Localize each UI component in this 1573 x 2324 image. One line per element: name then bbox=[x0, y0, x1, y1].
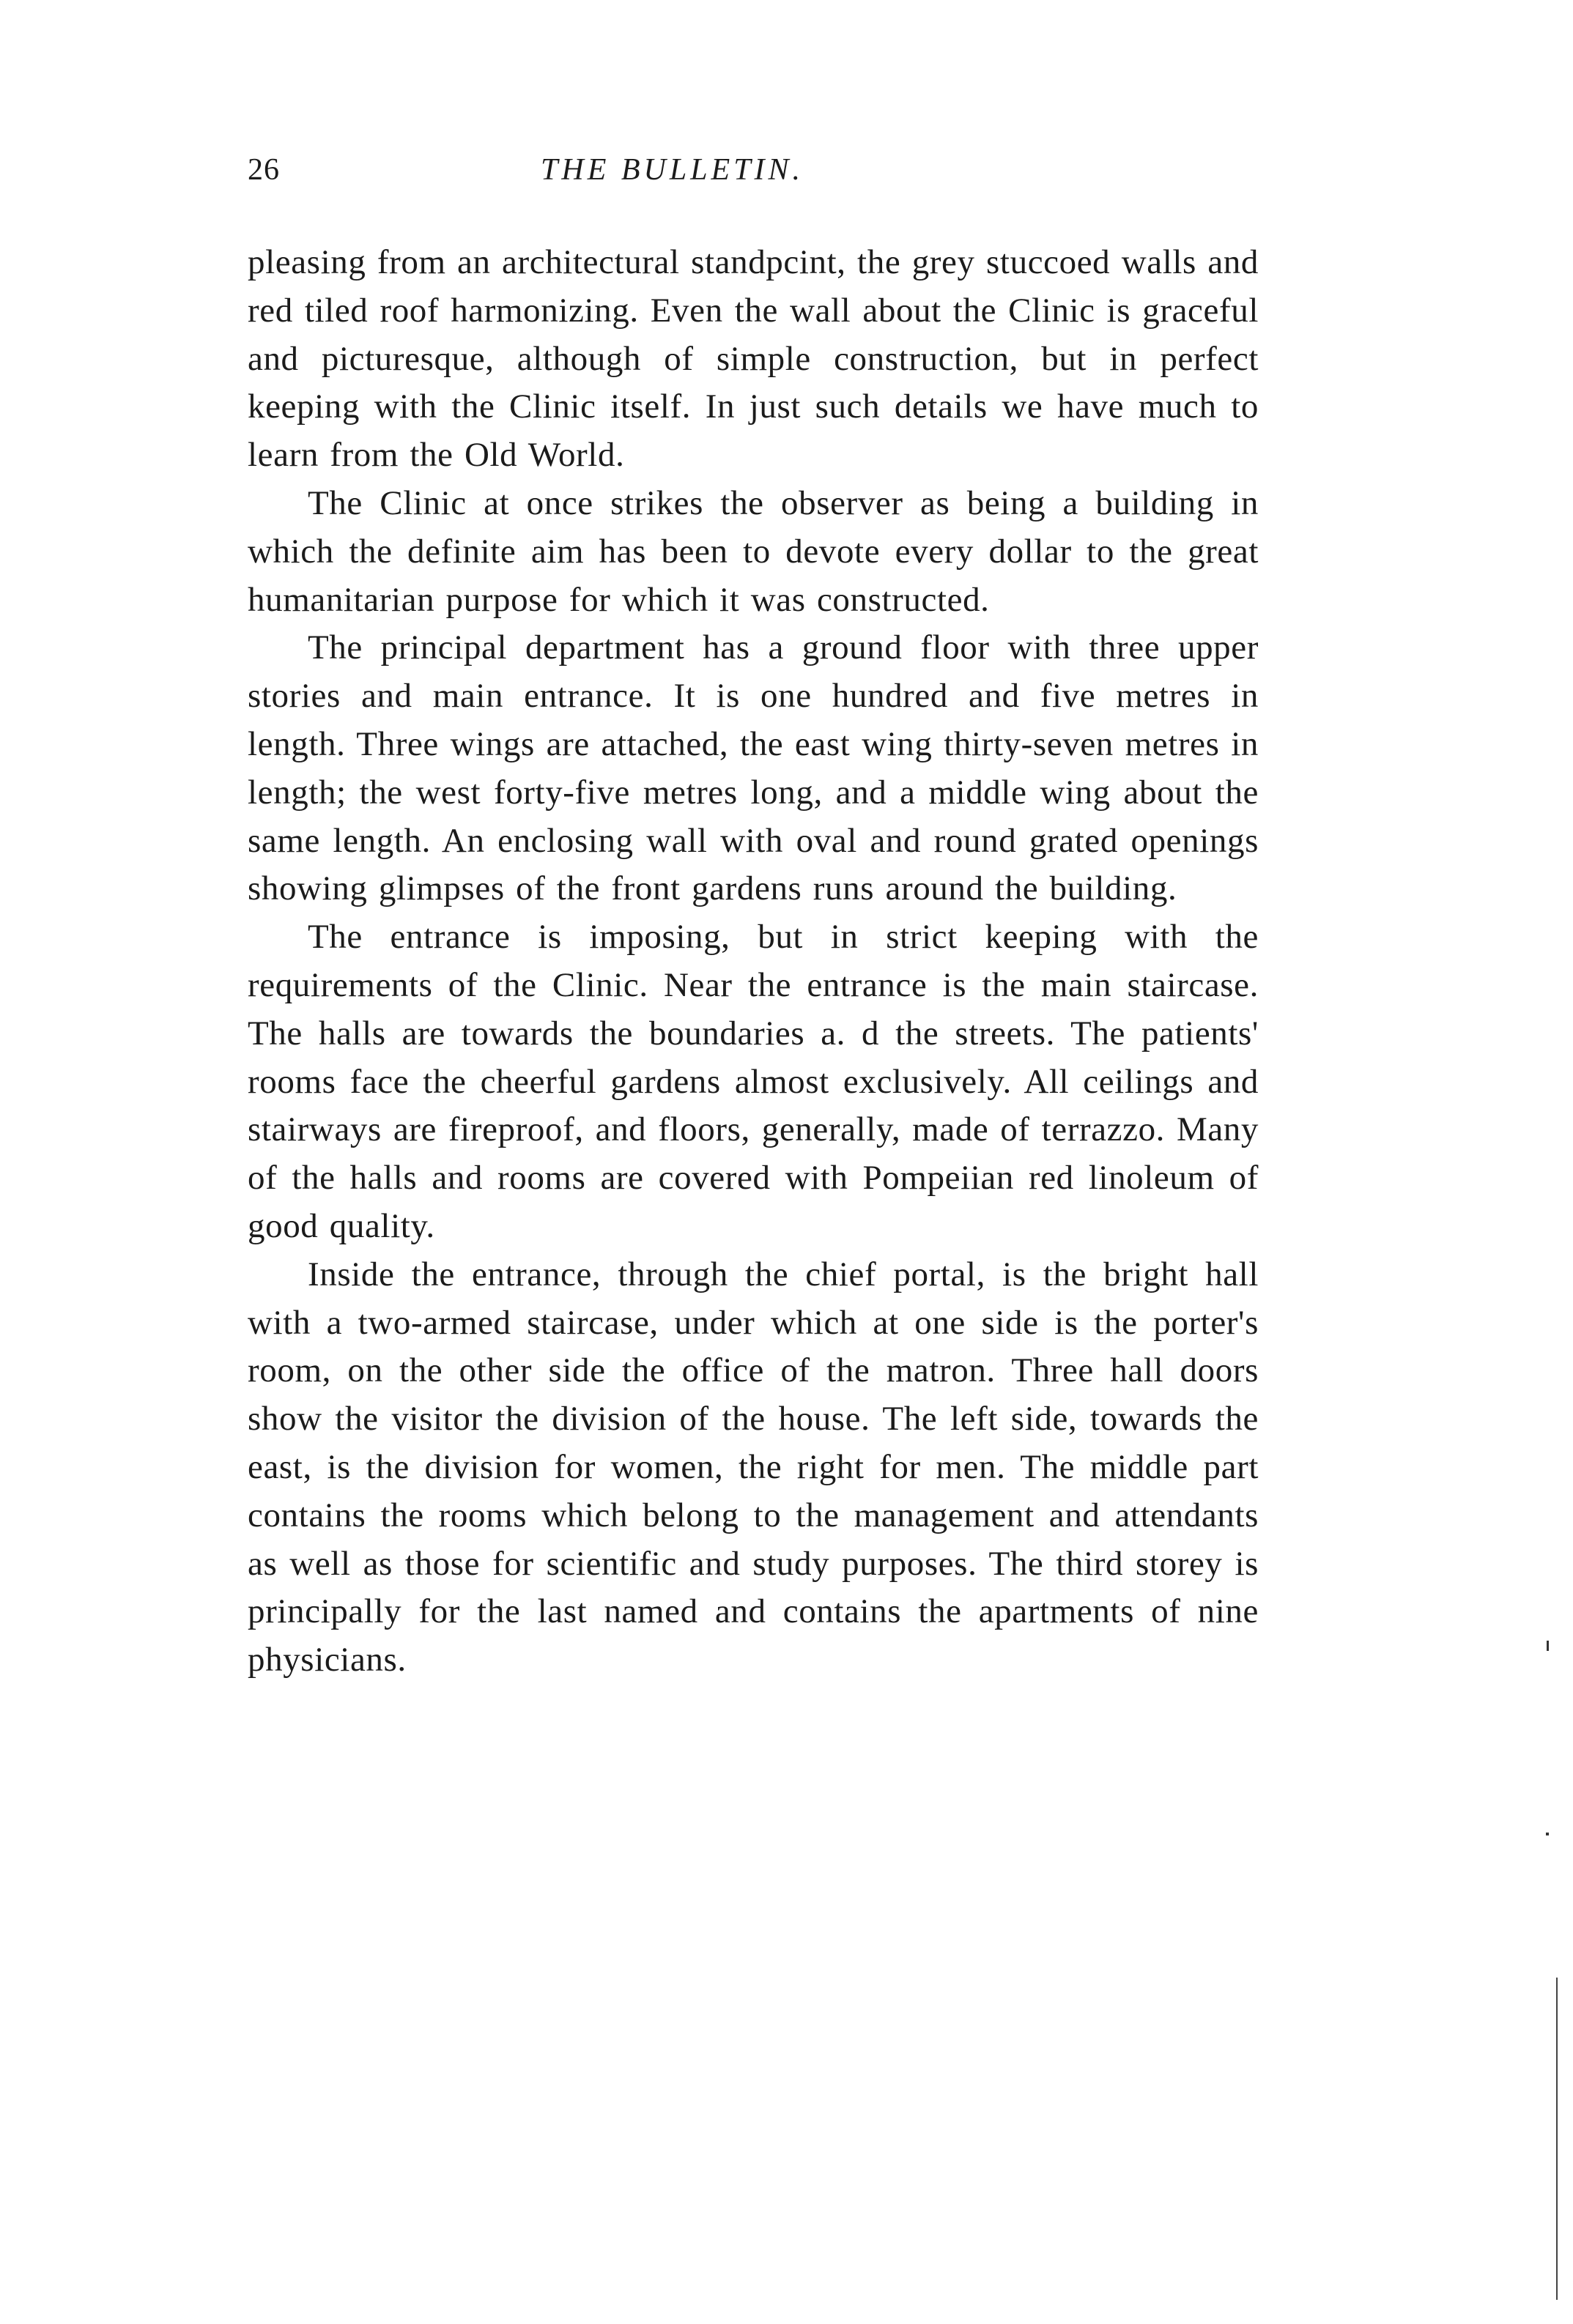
scan-speck bbox=[1546, 1833, 1549, 1835]
running-title: THE BULLETIN. bbox=[541, 153, 804, 187]
body-text bbox=[248, 239, 1259, 1685]
page-number: 26 bbox=[248, 153, 280, 187]
paragraph-2: The Clinic at once strikes the observer as being a building in which the definite aim has been to devote every dollar to the great humanitarian purpose for which it was constructed. bbox=[248, 483, 1259, 619]
paragraph-1: pleasing from an architectural standpcint, the grey stuccoed walls and red tiled roof harmonizing. Even the wall about the Clinic is graceful and picturesque, although of simple construction, but in perfect keeping with the Clinic itself. In just such details we have much to learn from the Old World. bbox=[248, 243, 1259, 475]
paragraph-4: The entrance is imposing, but in strict keeping with the requirements of the Clinic. Near the entrance is the main staircase. The halls are towards the boundaries a. d the streets. The patients' rooms face the cheerful gardens almost exclusively. All ceilings and stairways are fireproof, and floors, generally, made of terrazzo. Many of the halls and rooms are covered with Pompeiian red linoleum of good quality. bbox=[248, 918, 1259, 1245]
page-edge-line bbox=[1556, 1978, 1558, 2300]
paragraph-5: Inside the entrance, through the chief portal, is the bright hall with a two-armed staircase, under which at one side is the porter's room, on the other side the office of the matron. Three hall doors show the visitor the division of the house. The left side, towards the east, is the division for women, the right for men. The middle part contains the rooms which belong to the management and attendants as well as those for scientific and study purposes. The third storey is principally for the last named and contains the apartments of nine physicians. bbox=[248, 1255, 1259, 1679]
running-head bbox=[248, 152, 1259, 196]
paragraph-3: The principal department has a ground floor with three upper stories and main entrance. It is one hundred and five metres in length. Three wings are attached, the east wing thirty-seven metres in length; the west forty-five metres long, and a middle wing about the same length. An enclosing wall with oval and round grated openings showing glimpses of the front gardens runs around the building. bbox=[248, 628, 1259, 908]
scan-speck bbox=[1547, 1641, 1549, 1651]
